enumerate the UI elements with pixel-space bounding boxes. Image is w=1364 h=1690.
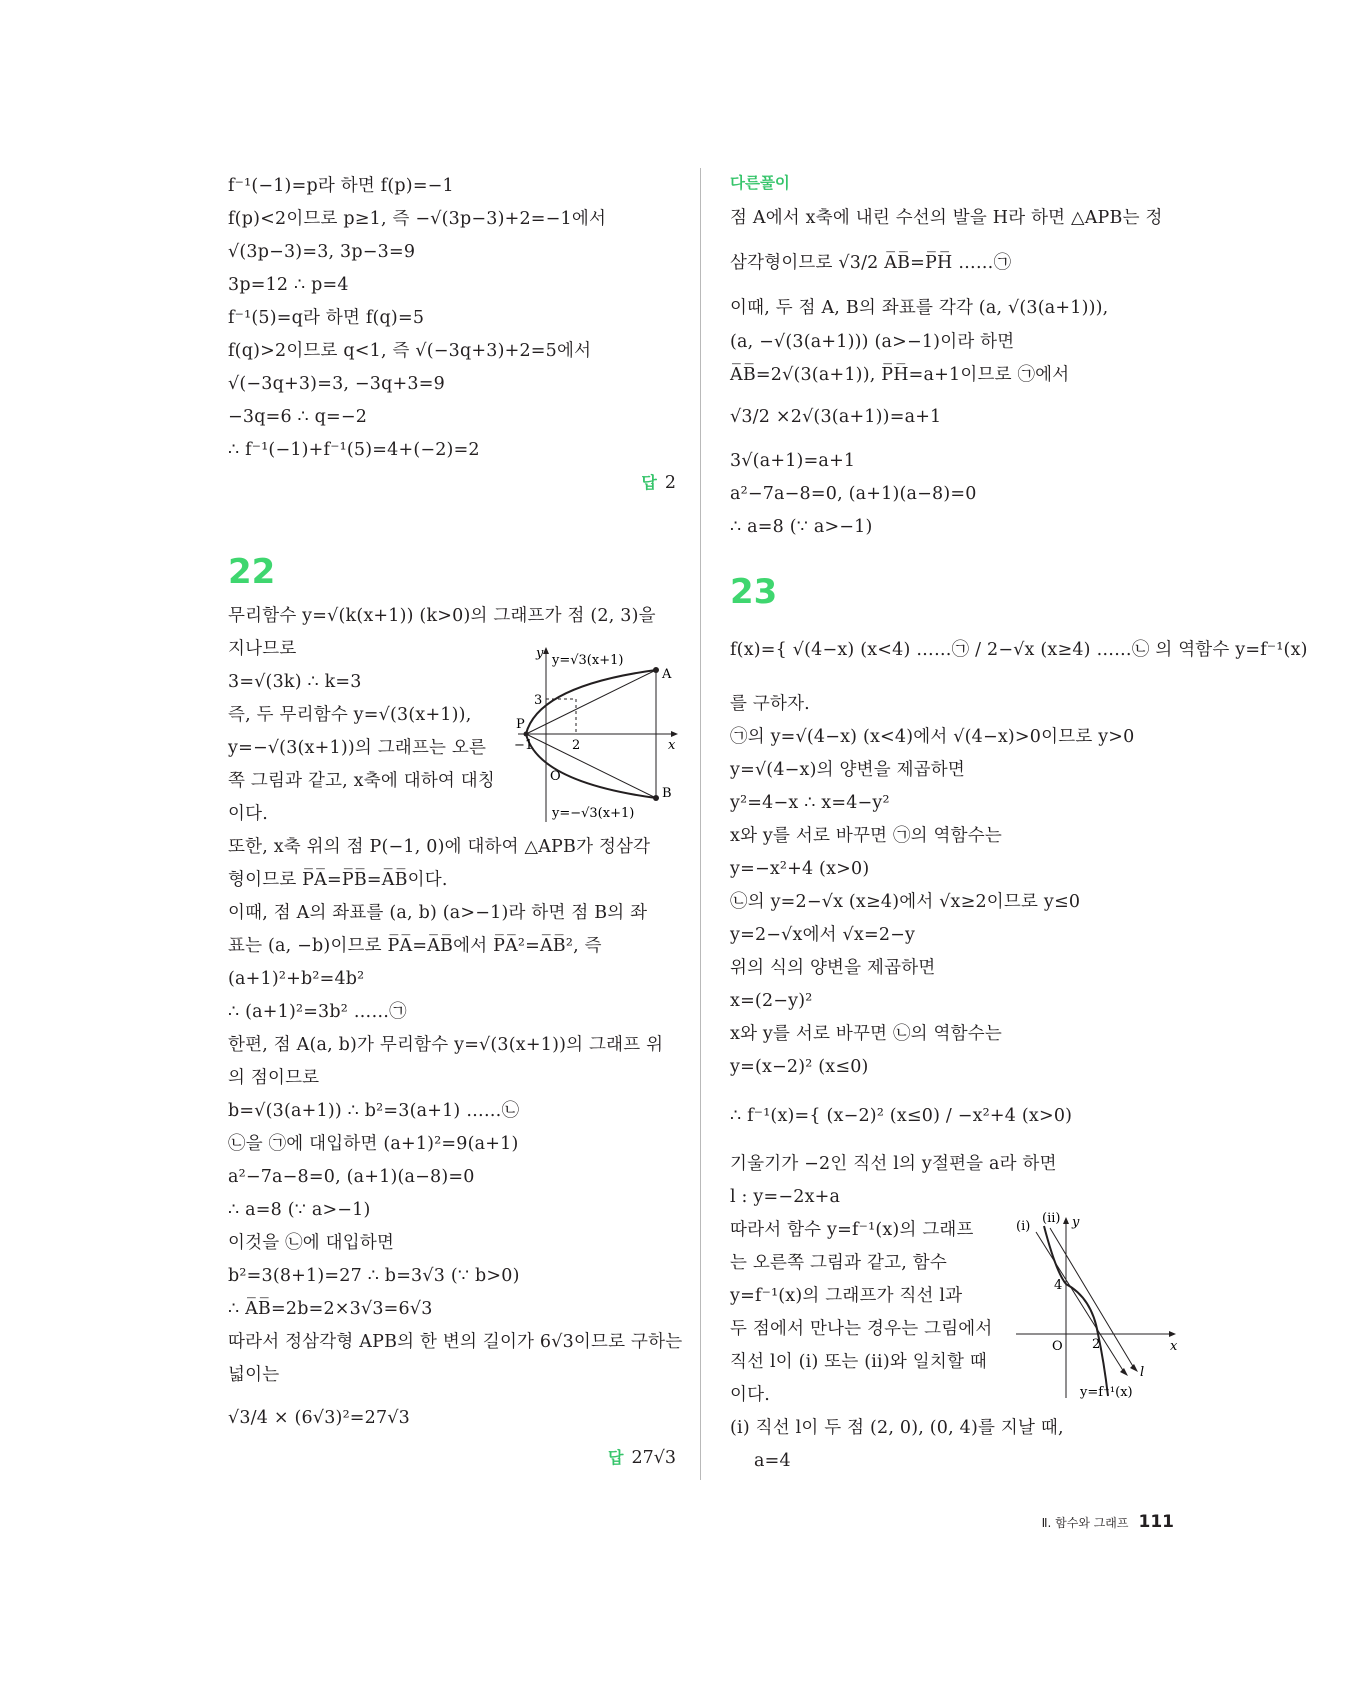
inverse-curve bbox=[1044, 1226, 1108, 1396]
text-line: 를 구하자. bbox=[730, 694, 810, 714]
text-line: a=4 bbox=[754, 1451, 791, 1471]
text-line: y=−x²+4 (x>0) bbox=[730, 859, 870, 879]
tick-x2: 2 bbox=[572, 738, 581, 753]
text-line: a²−7a−8=0, (a+1)(a−8)=0 bbox=[730, 484, 977, 504]
origin-label: O bbox=[1052, 1339, 1063, 1354]
text-line: b²=3(8+1)=27 ∴ b=3√3 (∵ b>0) bbox=[228, 1266, 520, 1286]
label-a: A bbox=[662, 667, 672, 682]
answer-tag: 답 bbox=[607, 1448, 624, 1467]
text-line: 의 점이므로 bbox=[228, 1068, 320, 1088]
text-line: l : y=−2x+a bbox=[730, 1187, 841, 1207]
text-line: y=−√(3(x+1))의 그래프는 오른 bbox=[228, 738, 487, 758]
text-line: √(3p−3)=3, 3p−3=9 bbox=[228, 242, 416, 262]
column-divider bbox=[700, 168, 701, 1480]
label-ii: (ii) bbox=[1042, 1211, 1061, 1226]
x-label: x bbox=[668, 738, 676, 753]
line-i-arrow bbox=[1120, 1368, 1128, 1376]
y-label: y bbox=[536, 646, 544, 661]
text-line: A̅B̅=2√(3(a+1)), P̅H̅=a+1이므로 ㉠에서 bbox=[730, 365, 1070, 385]
x-arrow bbox=[671, 731, 678, 737]
text-line: 이다. bbox=[228, 804, 268, 824]
origin-label: O bbox=[550, 769, 561, 784]
text-line: ∴ a=8 (∵ a>−1) bbox=[228, 1200, 371, 1220]
text-line: f(q)>2이므로 q<1, 즉 √(−3q+3)+2=5에서 bbox=[228, 341, 592, 361]
x-arrow bbox=[1169, 1331, 1176, 1337]
label-i: (i) bbox=[1016, 1219, 1031, 1234]
text-line: ∴ (a+1)²=3b² ……㉠ bbox=[228, 1002, 407, 1022]
curve-label: y=f⁻¹(x) bbox=[1080, 1385, 1133, 1400]
line-l-label: l bbox=[1140, 1365, 1145, 1380]
answer-tag: 답 bbox=[641, 473, 657, 492]
text-line: 무리함수 y=√(k(x+1)) (k>0)의 그래프가 점 (2, 3)을 bbox=[228, 606, 656, 626]
y-label: y bbox=[1072, 1215, 1080, 1230]
text-line: 이다. bbox=[730, 1385, 770, 1405]
text-line: f⁻¹(5)=q라 하면 f(q)=5 bbox=[228, 308, 425, 328]
label-p: P bbox=[516, 717, 525, 732]
text-line: (i) 직선 l이 두 점 (2, 0), (0, 4)를 지날 때, bbox=[730, 1418, 1064, 1438]
text-line: 따라서 정삼각형 APB의 한 변의 길이가 6√3이므로 구하는 bbox=[228, 1332, 683, 1352]
text-line: 지나므로 bbox=[228, 639, 297, 659]
text-line: 표는 (a, −b)이므로 P̅A̅=A̅B̅에서 P̅A̅²=A̅B̅², 즉 bbox=[228, 936, 602, 956]
page-footer bbox=[1042, 1512, 1174, 1532]
text-line: 이때, 두 점 A, B의 좌표를 각각 (a, √(3(a+1))), bbox=[730, 298, 1109, 318]
text-line: (a, −√(3(a+1))) (a>−1)이라 하면 bbox=[730, 332, 1015, 352]
text-line: 따라서 함수 y=f⁻¹(x)의 그래프 bbox=[730, 1220, 974, 1240]
text-line: 3=√(3k) ∴ k=3 bbox=[228, 672, 362, 692]
x-label: x bbox=[1170, 1339, 1178, 1354]
text-line: f(x)={ √(4−x) (x<4) ……㉠ / 2−√x (x≥4) ……㉡ 의 역함수 y=f⁻¹(x) bbox=[730, 640, 1308, 660]
text-line: 위의 식의 양변을 제곱하면 bbox=[730, 958, 936, 978]
text-line: 3p=12 ∴ p=4 bbox=[228, 275, 349, 295]
text-line: b=√(3(a+1)) ∴ b²=3(a+1) ……㉡ bbox=[228, 1101, 520, 1121]
text-line: ㉠의 y=√(4−x) (x<4)에서 √(4−x)>0이므로 y>0 bbox=[730, 727, 1135, 747]
text-line: 또한, x축 위의 점 P(−1, 0)에 대하여 △APB가 정삼각 bbox=[228, 837, 651, 857]
line-i bbox=[1036, 1232, 1124, 1372]
tick-x2: 2 bbox=[1092, 1337, 1101, 1352]
graph-23 bbox=[1016, 1212, 1182, 1402]
problem-number-22: 22 bbox=[228, 552, 276, 592]
text-line: f(p)<2이므로 p≥1, 즉 −√(3p−3)+2=−1에서 bbox=[228, 209, 607, 229]
text-line: ∴ f⁻¹(x)={ (x−2)² (x≤0) / −x²+4 (x>0) bbox=[730, 1106, 1073, 1126]
text-line: 한편, 점 A(a, b)가 무리함수 y=√(3(x+1))의 그래프 위 bbox=[228, 1035, 664, 1055]
text-line: 넓이는 bbox=[228, 1365, 280, 1385]
tick-y4: 4 bbox=[1054, 1278, 1063, 1293]
text-line: 쪽 그림과 같고, x축에 대하여 대칭 bbox=[228, 771, 496, 791]
text-line: √3/2 ×2√(3(a+1))=a+1 bbox=[730, 407, 942, 427]
text-line: −3q=6 ∴ q=−2 bbox=[228, 407, 368, 427]
text-line: x=(2−y)² bbox=[730, 991, 813, 1011]
point-a-dot bbox=[653, 667, 659, 673]
point-p-dot bbox=[524, 732, 529, 737]
text-line: 두 점에서 만나는 경우는 그림에서 bbox=[730, 1319, 993, 1339]
text-line: 점 A에서 x축에 내린 수선의 발을 H라 하면 △APB는 정 bbox=[730, 208, 1163, 228]
label-upper: y=√3(x+1) bbox=[552, 653, 624, 668]
label-lower: y=−√3(x+1) bbox=[552, 806, 635, 821]
answer-value: 27√3 bbox=[631, 1448, 676, 1468]
answer-21 bbox=[641, 471, 676, 495]
text-line: ㉡의 y=2−√x (x≥4)에서 √x≥2이므로 y≤0 bbox=[730, 892, 1081, 912]
text-line: x와 y를 서로 바꾸면 ㉡의 역함수는 bbox=[730, 1024, 1002, 1044]
text-line: x와 y를 서로 바꾸면 ㉠의 역함수는 bbox=[730, 826, 1002, 846]
tick-y3: 3 bbox=[534, 693, 543, 708]
y-arrow bbox=[543, 647, 549, 654]
text-line: f⁻¹(−1)=p라 하면 f(p)=−1 bbox=[228, 176, 454, 196]
y-arrow bbox=[1063, 1217, 1069, 1224]
alt-solution-heading: 다른풀이 bbox=[730, 174, 790, 192]
page-number: 111 bbox=[1138, 1512, 1174, 1532]
line-ii-arrow bbox=[1130, 1364, 1138, 1372]
text-line: ∴ a=8 (∵ a>−1) bbox=[730, 517, 873, 537]
answer-value: 2 bbox=[664, 473, 676, 493]
text-line: ㉡을 ㉠에 대입하면 (a+1)²=9(a+1) bbox=[228, 1134, 519, 1154]
text-line: √3/4 × (6√3)²=27√3 bbox=[228, 1408, 411, 1428]
text-line: 즉, 두 무리함수 y=√(3(x+1)), bbox=[228, 705, 472, 725]
text-line: 이때, 점 A의 좌표를 (a, b) (a>−1)라 하면 점 B의 좌 bbox=[228, 903, 648, 923]
tick-xm1: −1 bbox=[514, 738, 534, 753]
text-line: √(−3q+3)=3, −3q+3=9 bbox=[228, 374, 445, 394]
text-line: ∴ f⁻¹(−1)+f⁻¹(5)=4+(−2)=2 bbox=[228, 440, 480, 460]
problem-number-23: 23 bbox=[730, 572, 778, 612]
answer-22 bbox=[608, 1446, 676, 1470]
text-line: 기울기가 −2인 직선 l의 y절편을 a라 하면 bbox=[730, 1154, 1057, 1174]
text-line: y=2−√x에서 √x=2−y bbox=[730, 925, 916, 945]
text-line: y²=4−x ∴ x=4−y² bbox=[730, 793, 890, 813]
label-b: B bbox=[662, 786, 672, 801]
graph-22 bbox=[516, 644, 682, 824]
text-line: 는 오른쪽 그림과 같고, 함수 bbox=[730, 1253, 947, 1273]
text-line: 형이므로 P̅A̅=P̅B̅=A̅B̅이다. bbox=[228, 870, 448, 890]
text-line: (a+1)²+b²=4b² bbox=[228, 969, 365, 989]
section-title: Ⅱ. 함수와 그래프 bbox=[1041, 1516, 1129, 1530]
text-line: ∴ A̅B̅=2b=2×3√3=6√3 bbox=[228, 1299, 433, 1319]
text-line: 직선 l이 (i) 또는 (ii)와 일치할 때 bbox=[730, 1352, 987, 1372]
text-line: y=√(4−x)의 양변을 제곱하면 bbox=[730, 760, 965, 780]
text-line: y=(x−2)² (x≤0) bbox=[730, 1057, 869, 1077]
text-line: y=f⁻¹(x)의 그래프가 직선 l과 bbox=[730, 1286, 963, 1306]
text-line: 3√(a+1)=a+1 bbox=[730, 451, 856, 471]
text-line: a²−7a−8=0, (a+1)(a−8)=0 bbox=[228, 1167, 475, 1187]
point-b-dot bbox=[653, 795, 659, 801]
text-line: 삼각형이므로 √3/2 A̅B̅=P̅H̅ ……㉠ bbox=[730, 253, 1012, 273]
text-line: 이것을 ㉡에 대입하면 bbox=[228, 1233, 395, 1253]
